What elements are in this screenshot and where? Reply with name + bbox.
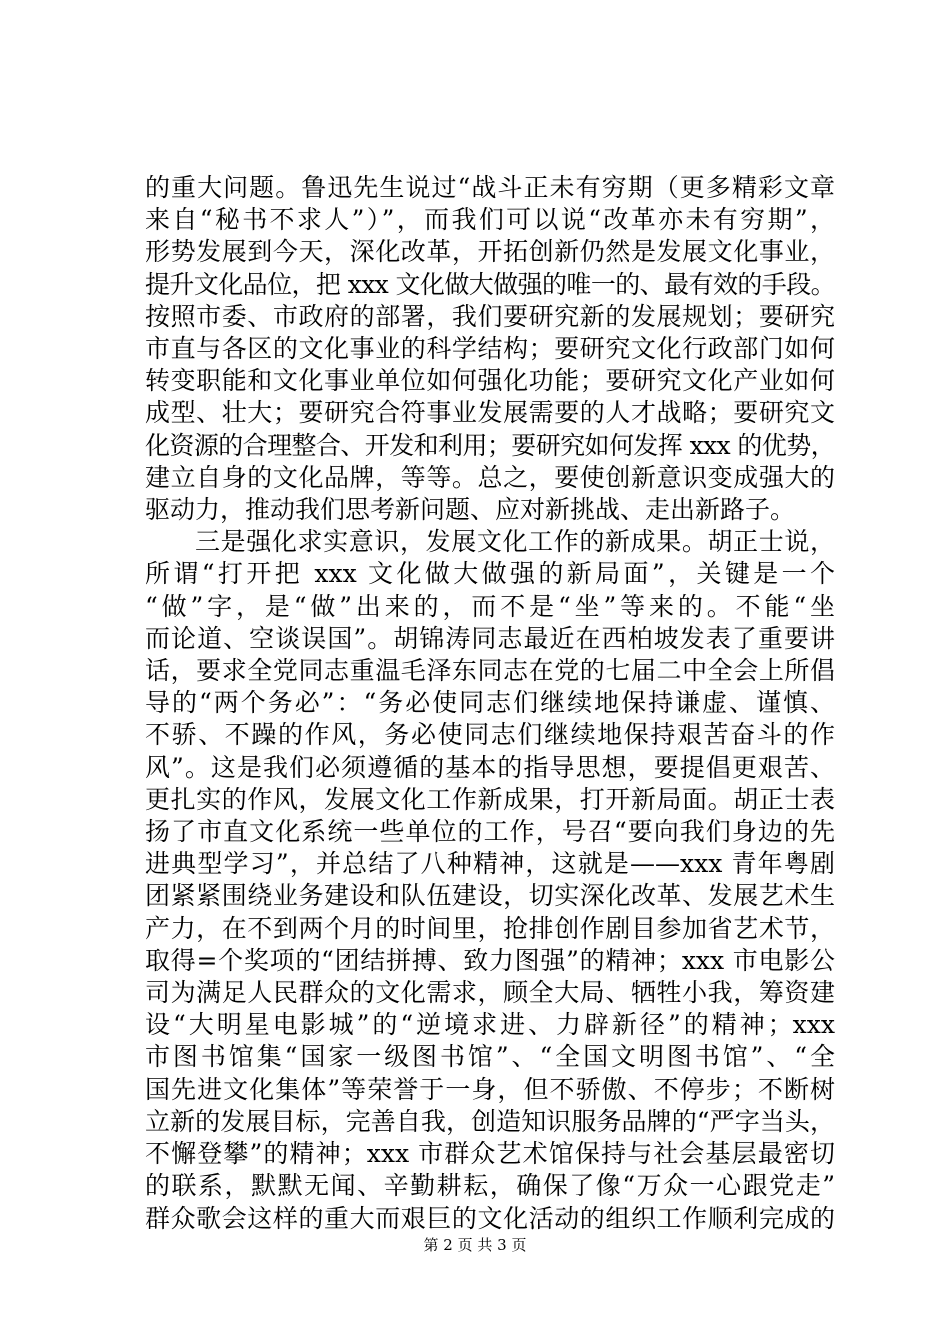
- text-line: 司为满足人民群众的文化需求，顾全大局、牺牲小我，筹资建: [145, 978, 835, 1008]
- text-line: 产力，在不到两个月的时间里，抢排创作剧目参加省艺术节，: [145, 913, 835, 943]
- text-line: 化资源的合理整合、开发和利用；要研究如何发挥 xxx 的优势，: [145, 430, 835, 460]
- text-line: 群众歌会这样的重大而艰巨的文化活动的组织工作顺利完成的: [145, 1203, 835, 1233]
- text-line: 三是强化求实意识，发展文化工作的新成果。胡正士说，: [195, 527, 835, 557]
- text-line: 而论道、空谈误国”。胡锦涛同志最近在西柏坡发表了重要讲: [145, 623, 835, 653]
- text-line: 市直与各区的文化事业的科学结构；要研究文化行政部门如何: [145, 334, 835, 364]
- text-line: 扬了市直文化系统一些单位的工作，号召“要向我们身边的先: [145, 817, 835, 847]
- text-line: 建立自身的文化品牌，等等。总之，要使创新意识变成强大的: [145, 462, 835, 492]
- text-line: 风”。这是我们必须遵循的基本的指导思想，要提倡更艰苦、: [145, 752, 835, 782]
- document-body: [145, 172, 835, 1235]
- text-line: 话，要求全党同志重温毛泽东同志在党的七届二中全会上所倡: [145, 656, 835, 686]
- page-footer: 第 2 页 共 3 页: [423, 1236, 527, 1254]
- text-line: “做”字，是“做”出来的，而不是“坐”等来的。不能“坐: [145, 591, 835, 621]
- text-line: 更扎实的作风，发展文化工作新成果，打开新局面。胡正士表: [145, 784, 835, 814]
- text-line: 导的“两个务必”：“务必使同志们继续地保持谦虚、谨慎、: [145, 688, 835, 718]
- text-line: 团紧紧围绕业务建设和队伍建设，切实深化改革、发展艺术生: [145, 881, 835, 911]
- text-line: 不懈登攀”的精神；xxx 市群众艺术馆保持与社会基层最密切: [145, 1139, 835, 1169]
- text-line: 市图书馆集“国家一级图书馆”、“全国文明图书馆”、“全: [145, 1042, 835, 1072]
- text-line: 的重大问题。鲁迅先生说过“战斗正未有穷期（更多精彩文章: [145, 173, 835, 202]
- text-line: 的联系，默默无闻、辛勤耕耘，确保了像“万众一心跟党走”: [145, 1171, 835, 1201]
- text-line: 不骄、不躁的作风，务必使同志们继续地保持艰苦奋斗的作: [145, 720, 835, 750]
- text-line: 进典型学习”，并总结了八种精神，这就是——xxx 青年粤剧: [145, 849, 835, 879]
- text-line: 驱动力，推动我们思考新问题、应对新挑战、走出新路子。: [145, 495, 796, 525]
- text-line: 国先进文化集体”等荣誉于一身，但不骄傲、不停步；不断树: [145, 1074, 835, 1104]
- text-line: 所谓“打开把 xxx 文化做大做强的新局面”，关键是一个: [145, 559, 835, 589]
- text-line: 设“大明星电影城”的“逆境求进、力辟新径”的精神；xxx: [145, 1010, 835, 1040]
- text-line: 按照市委、市政府的部署，我们要研究新的发展规划；要研究: [145, 301, 835, 331]
- text-line: 提升文化品位，把 xxx 文化做大做强的唯一的、最有效的手段。: [145, 269, 835, 299]
- paragraph: [145, 172, 835, 526]
- text-line: 形势发展到今天，深化改革，开拓创新仍然是发展文化事业，: [145, 237, 835, 267]
- paragraph: [145, 526, 835, 1234]
- text-line: 转变职能和文化事业单位如何强化功能；要研究文化产业如何: [145, 366, 835, 396]
- text-line: 成型、壮大；要研究合符事业发展需要的人才战略；要研究文: [145, 398, 835, 428]
- text-line: 来自“秘书不求人”）”，而我们可以说“改革亦未有穷期”，: [145, 205, 835, 235]
- text-line: 取得=个奖项的“团结拼搏、致力图强”的精神；xxx 市电影公: [145, 945, 835, 975]
- text-line: 立新的发展目标，完善自我，创造知识服务品牌的“严字当头，: [145, 1106, 835, 1136]
